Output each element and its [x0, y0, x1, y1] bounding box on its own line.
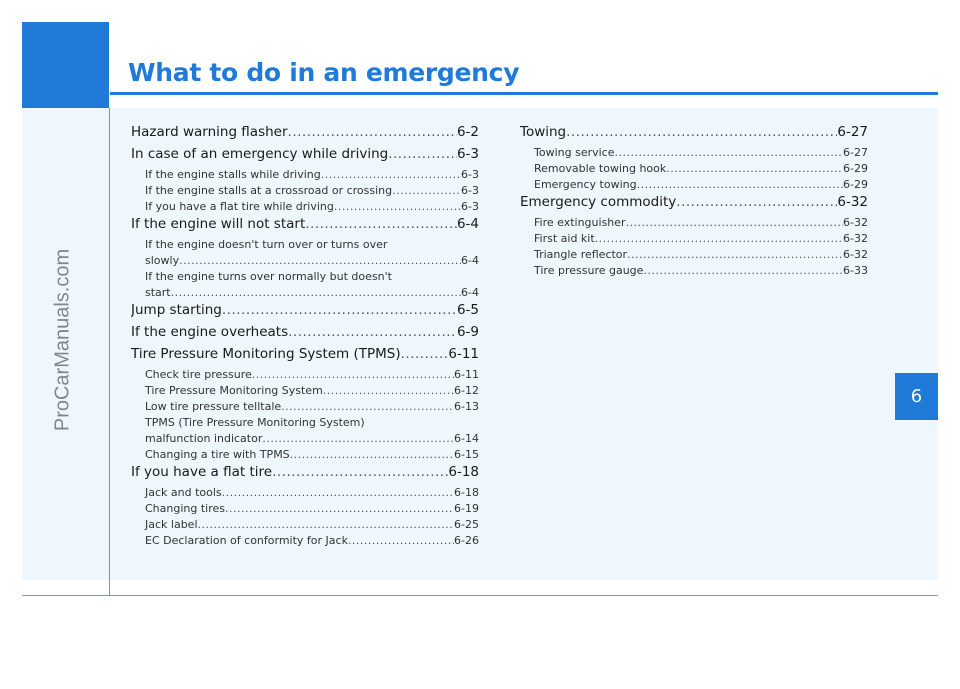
toc-dot-leader: [288, 124, 457, 140]
toc-section-entry[interactable]: [520, 194, 868, 216]
toc-dot-leader: [252, 368, 454, 381]
toc-dot-leader: [388, 146, 457, 162]
toc-subsection-entry[interactable]: [520, 178, 868, 194]
toc-page-number: 6-4: [456, 216, 479, 232]
toc-page-number: 6-3: [461, 168, 479, 181]
toc-subsection-entry[interactable]: [520, 264, 868, 280]
chapter-tab[interactable]: 6: [895, 373, 938, 420]
toc-subsection-entry[interactable]: [131, 400, 479, 416]
toc-entry-label: malfunction indicator: [145, 432, 263, 445]
toc-dot-leader: [222, 486, 454, 499]
toc-section-entry[interactable]: [131, 464, 479, 486]
toc-dot-leader: [627, 248, 843, 261]
toc-page-number: 6-32: [843, 232, 868, 245]
toc-subsection-entry[interactable]: [520, 146, 868, 162]
toc-page-number: 6-32: [843, 216, 868, 229]
toc-page-number: 6-4: [461, 254, 479, 267]
toc-dot-leader: [222, 302, 457, 318]
toc-dot-leader: [643, 264, 843, 277]
toc-entry-label: start: [145, 286, 171, 299]
toc-dot-leader: [666, 162, 843, 175]
toc-subsection-entry[interactable]: [131, 518, 479, 534]
corner-color-block: [22, 22, 109, 108]
toc-subsection-entry[interactable]: [131, 168, 479, 184]
toc-entry-label: Check tire pressure: [145, 368, 252, 381]
watermark-text: ProCarManuals.com: [51, 248, 74, 432]
toc-entry-label: Hazard warning flasher: [131, 124, 288, 140]
toc-section-entry[interactable]: [131, 216, 479, 238]
page-title: What to do in an emergency: [128, 58, 520, 87]
toc-page-number: 6-29: [843, 178, 868, 191]
toc-entry-label: Towing service: [534, 146, 615, 159]
toc-entry-label: Emergency commodity: [520, 194, 677, 210]
toc-page-number: 6-11: [454, 368, 479, 381]
toc-page-number: 6-33: [843, 264, 868, 277]
toc-subsection-entry[interactable]: [131, 286, 479, 302]
toc-column-left: [131, 124, 479, 550]
toc-dot-leader: [281, 400, 454, 413]
toc-entry-label: Jack label: [145, 518, 198, 531]
toc-section-entry[interactable]: [520, 124, 868, 146]
toc-dot-leader: [615, 146, 844, 159]
toc-subsection-entry[interactable]: [131, 432, 479, 448]
toc-page-number: 6-3: [456, 146, 479, 162]
toc-dot-leader: [272, 464, 448, 480]
toc-page-number: 6-3: [461, 184, 479, 197]
toc-entry-label: If the engine turns over normally but doesn't: [145, 270, 392, 283]
toc-page-number: 6-12: [454, 384, 479, 397]
toc-dot-leader: [595, 232, 843, 245]
toc-subsection-entry[interactable]: [131, 534, 479, 550]
toc-dot-leader: [637, 178, 843, 191]
toc-entry-label: EC Declaration of conformity for Jack: [145, 534, 348, 547]
toc-section-entry[interactable]: [131, 324, 479, 346]
toc-page-number: 6-13: [454, 400, 479, 413]
toc-page-number: 6-18: [448, 464, 479, 480]
toc-entry-label: Tire Pressure Monitoring System: [145, 384, 323, 397]
toc-subsection-entry[interactable]: [520, 232, 868, 248]
toc-entry-label: If the engine stalls while driving: [145, 168, 321, 181]
toc-dot-leader: [290, 448, 454, 461]
toc-entry-label: Triangle reflector: [534, 248, 628, 261]
toc-page-number: 6-11: [448, 346, 479, 362]
margin-rule-horizontal: [22, 595, 938, 596]
toc-dot-leader: [401, 346, 449, 362]
toc-page-number: 6-19: [454, 502, 479, 515]
toc-entry-label: slowly: [145, 254, 180, 267]
toc-subsection-entry[interactable]: [520, 162, 868, 178]
toc-entry-label: Tire pressure gauge: [534, 264, 644, 277]
toc-dot-leader: [566, 124, 837, 140]
toc-page-number: 6-27: [837, 124, 868, 140]
toc-entry-label: Removable towing hook: [534, 162, 667, 175]
toc-page-number: 6-27: [843, 146, 868, 159]
toc-page-number: 6-3: [461, 200, 479, 213]
toc-entry-label: In case of an emergency while driving: [131, 146, 389, 162]
toc-subsection-entry[interactable]: [131, 368, 479, 384]
toc-page-number: 6-5: [456, 302, 479, 318]
toc-subsection-entry: [131, 416, 479, 432]
toc-entry-label: Changing tires: [145, 502, 226, 515]
toc-column-right: [520, 124, 868, 280]
toc-entry-label: First aid kit: [534, 232, 595, 245]
toc-subsection-entry[interactable]: [131, 254, 479, 270]
toc-entry-label: Jack and tools: [145, 486, 222, 499]
toc-section-entry[interactable]: [131, 302, 479, 324]
toc-dot-leader: [323, 384, 454, 397]
toc-entry-label: If you have a flat tire while driving: [145, 200, 334, 213]
toc-subsection-entry[interactable]: [131, 448, 479, 464]
toc-entry-label: Jump starting: [131, 302, 222, 318]
toc-page-number: 6-9: [456, 324, 479, 340]
toc-entry-label: Changing a tire with TPMS: [145, 448, 290, 461]
toc-entry-label: If the engine doesn't turn over or turns over: [145, 238, 388, 251]
toc-dot-leader: [321, 168, 461, 181]
toc-page-number: 6-2: [456, 124, 479, 140]
toc-page-number: 6-32: [843, 248, 868, 261]
toc-subsection-entry[interactable]: [131, 502, 479, 518]
toc-page-number: 6-14: [454, 432, 479, 445]
toc-dot-leader: [225, 502, 454, 515]
toc-subsection-entry: [131, 270, 479, 286]
toc-dot-leader: [334, 200, 461, 213]
toc-subsection-entry[interactable]: [520, 216, 868, 232]
toc-section-entry[interactable]: [131, 346, 479, 368]
toc-entry-label: If the engine overheats: [131, 324, 289, 340]
toc-entry-label: Towing: [520, 124, 567, 140]
toc-dot-leader: [198, 518, 455, 531]
toc-entry-label: Emergency towing: [534, 178, 637, 191]
toc-dot-leader: [262, 432, 454, 445]
toc-subsection-entry[interactable]: [520, 248, 868, 264]
toc-dot-leader: [348, 534, 454, 547]
toc-entry-label: Low tire pressure telltale: [145, 400, 282, 413]
toc-section-entry[interactable]: [131, 124, 479, 146]
toc-entry-label: Fire extinguisher: [534, 216, 626, 229]
toc-subsection-entry[interactable]: [131, 200, 479, 216]
margin-rule-vertical: [109, 108, 110, 596]
toc-subsection-entry: [131, 238, 479, 254]
toc-dot-leader: [626, 216, 843, 229]
toc-dot-leader: [288, 324, 457, 340]
toc-page-number: 6-25: [454, 518, 479, 531]
toc-subsection-entry[interactable]: [131, 384, 479, 400]
toc-entry-label: If the engine stalls at a crossroad or crossing: [145, 184, 393, 197]
toc-dot-leader: [171, 286, 461, 299]
toc-subsection-entry[interactable]: [131, 184, 479, 200]
toc-page-number: 6-32: [837, 194, 868, 210]
toc-entry-label: If you have a flat tire: [131, 464, 273, 480]
toc-page-number: 6-29: [843, 162, 868, 175]
toc-page-number: 6-15: [454, 448, 479, 461]
toc-dot-leader: [676, 194, 837, 210]
toc-page-number: 6-18: [454, 486, 479, 499]
toc-entry-label: Tire Pressure Monitoring System (TPMS): [131, 346, 401, 362]
toc-subsection-entry[interactable]: [131, 486, 479, 502]
toc-dot-leader: [305, 216, 457, 232]
toc-page-number: 6-26: [454, 534, 479, 547]
toc-entry-label: TPMS (Tire Pressure Monitoring System): [145, 416, 365, 429]
toc-dot-leader: [179, 254, 461, 267]
toc-entry-label: If the engine will not start: [131, 216, 306, 232]
header-rule: [110, 92, 938, 95]
toc-section-entry[interactable]: [131, 146, 479, 168]
toc-dot-leader: [392, 184, 461, 197]
toc-page-number: 6-4: [461, 286, 479, 299]
